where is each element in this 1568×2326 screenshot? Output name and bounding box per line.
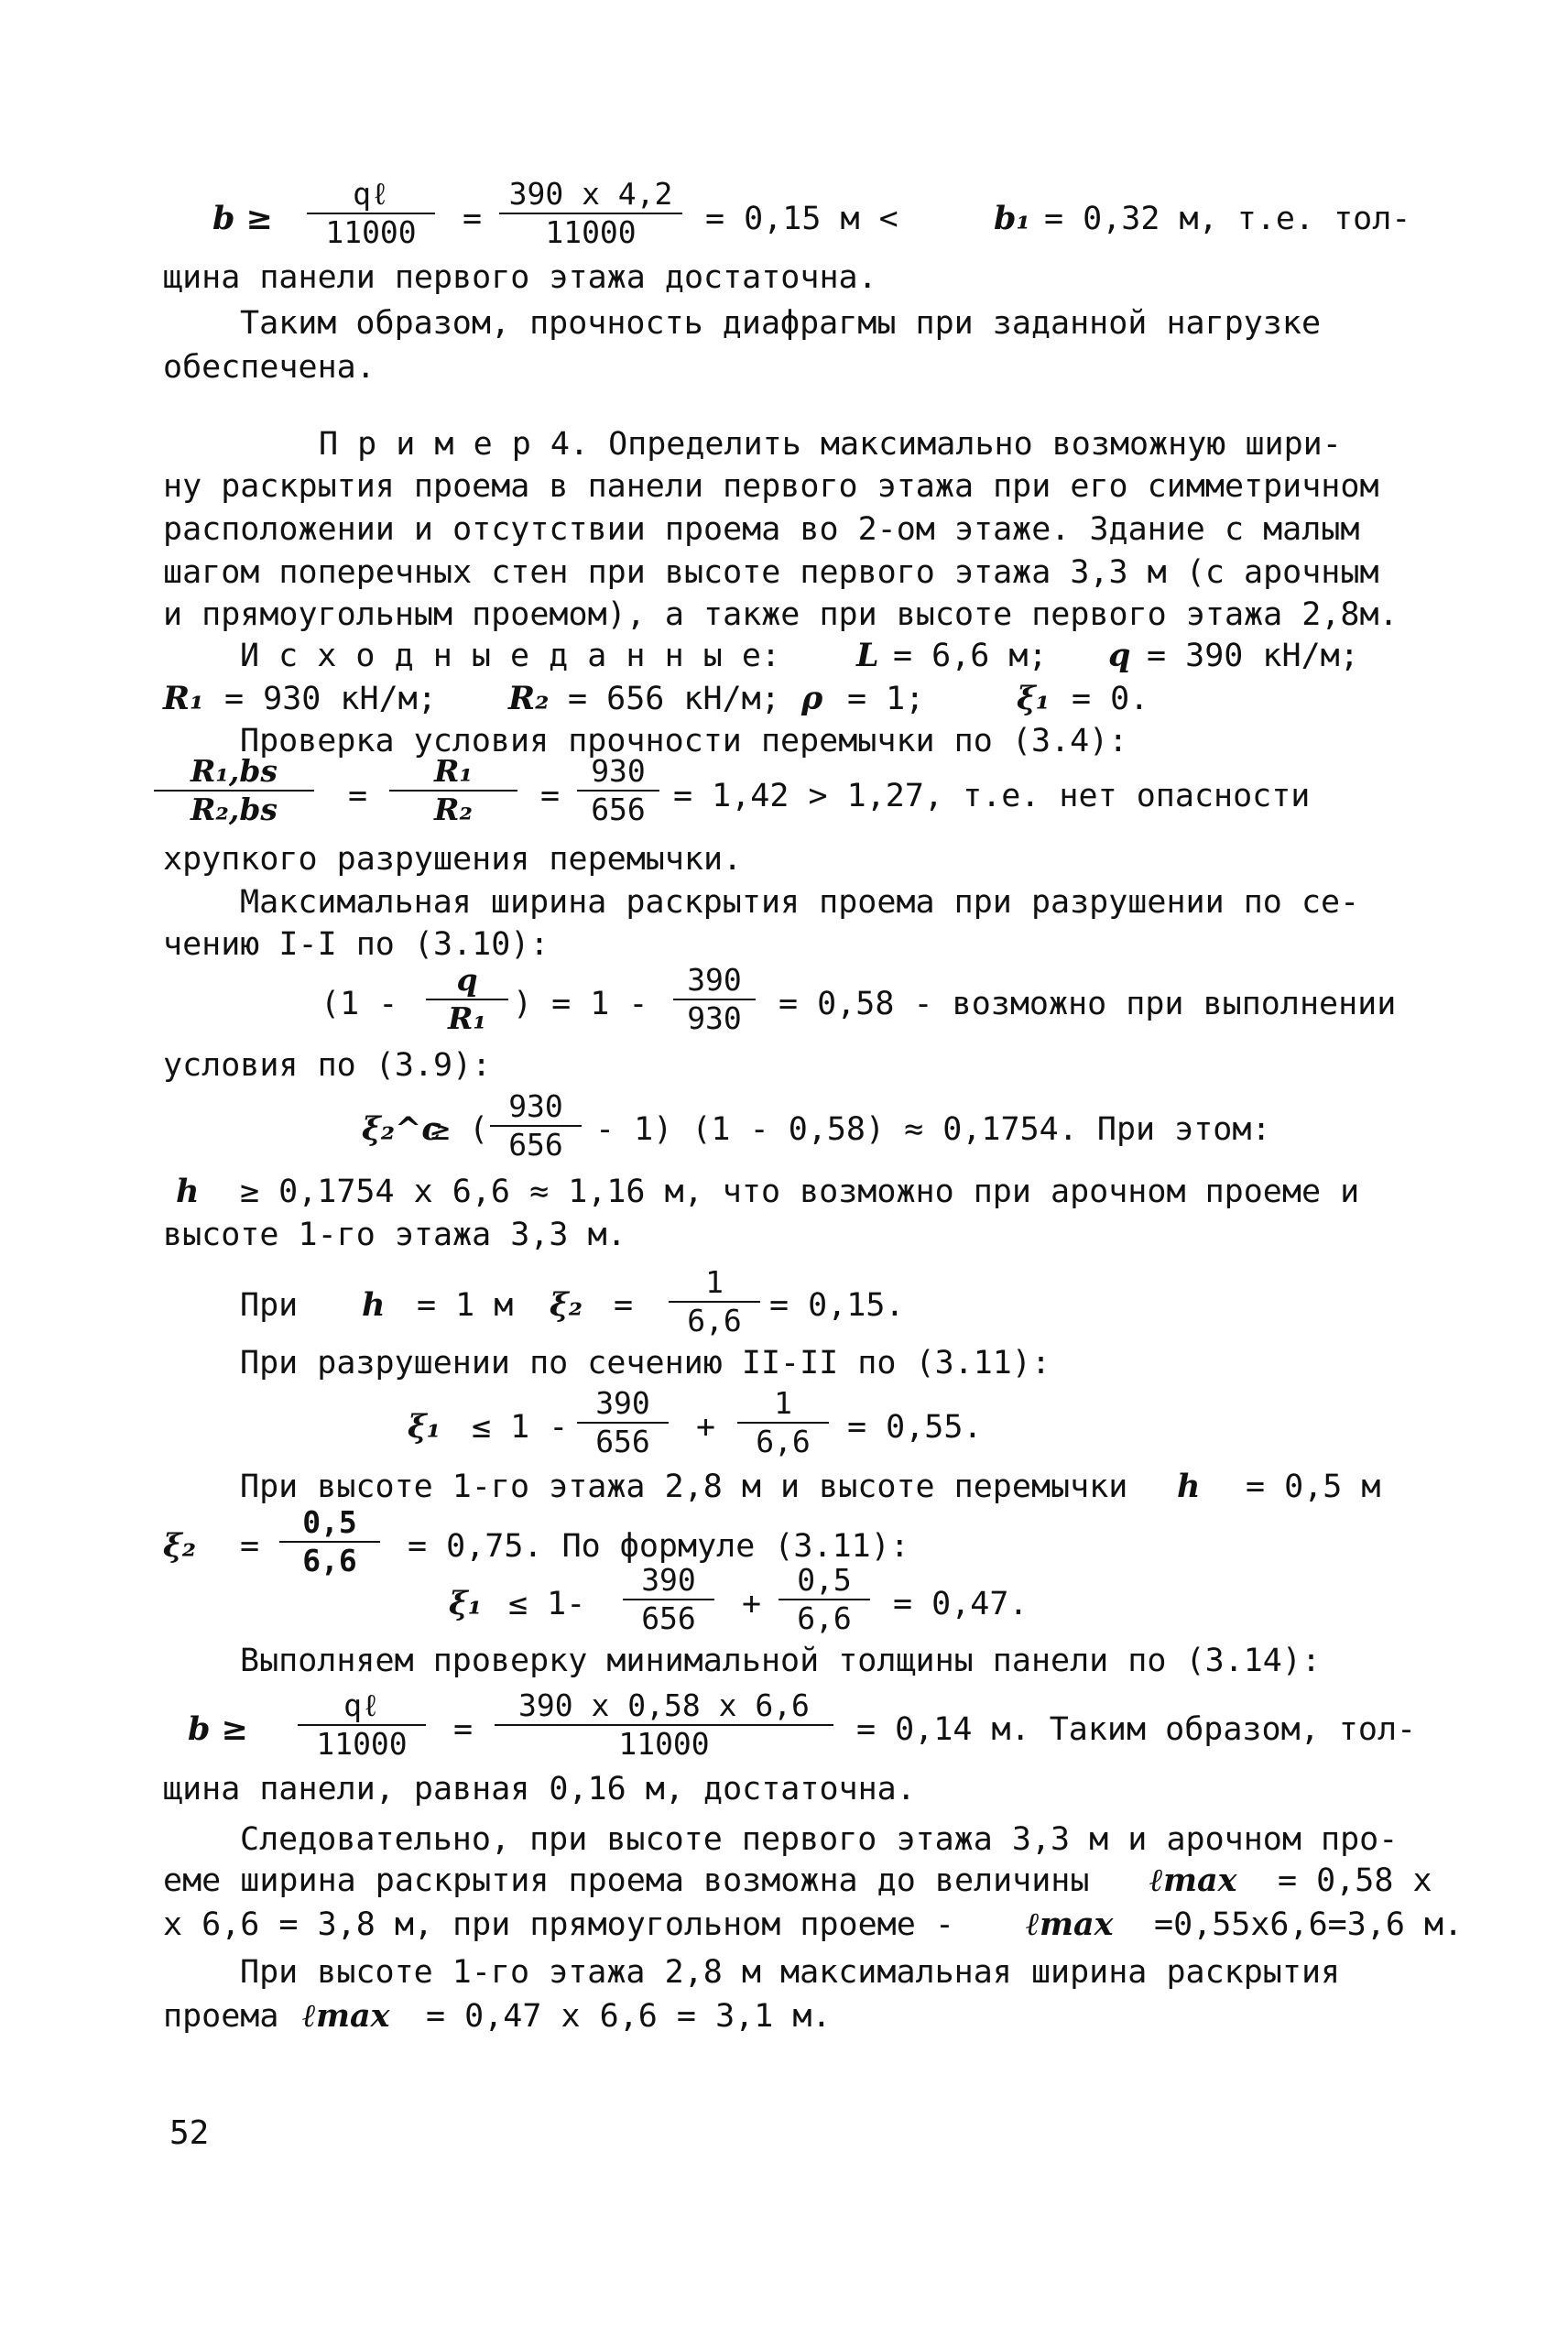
symbol: ℓmax xyxy=(1026,1906,1114,1943)
text-line: =0,55х6,6=3,6 м. xyxy=(1154,1906,1464,1943)
text-line: = 0,47 х 6,6 = 3,1 м. xyxy=(426,1998,832,2035)
symbol: ξ₁ xyxy=(408,1408,441,1446)
text-line: При высоте 1-го этажа 2,8 м максимальная ширина раскрытия xyxy=(240,1954,1341,1991)
text-line: ну раскрытия проема в панели первого этажа при его симметричном xyxy=(163,468,1379,505)
symbol: h xyxy=(176,1173,200,1210)
fraction: $\frac{390}{656}$ xyxy=(577,1385,669,1460)
fraction: qℓ 11000 xyxy=(298,1687,426,1763)
text-line: = 6,6 м; xyxy=(893,638,1048,674)
symbol: ξ₁ xyxy=(449,1585,483,1622)
symbol: ℓmax xyxy=(1149,1862,1237,1899)
fraction: $\frac{1}{6,6}$ xyxy=(737,1385,829,1460)
fraction: qℓ 11000 xyxy=(307,176,435,251)
text-line: Таким образом, прочность диафрагмы при заданной нагрузке xyxy=(240,305,1322,342)
text-line: ≥ 0,1754 х 6,6 ≈ 1,16 м, что возможно при арочном проеме и xyxy=(240,1174,1360,1210)
symbol: h xyxy=(1177,1468,1201,1505)
text-line: = 0,15 м < xyxy=(705,201,898,237)
fraction: $\frac{\text{R₁,bs}}{\text{R₂,bs}}$ xyxy=(154,753,314,828)
symbol: R₁ xyxy=(163,680,204,717)
text-line: = 0,58 - возможно при выполнении xyxy=(779,986,1397,1022)
text-line: обеспечена. xyxy=(163,349,376,386)
fraction: $\frac{0,5}{6,6}$ xyxy=(779,1562,870,1637)
text-line: (1 - xyxy=(321,986,398,1022)
text-line: = 656 кН/м; xyxy=(568,681,780,717)
fraction: 390 х 4,2 11000 xyxy=(499,176,682,251)
text-line: = 0,55. xyxy=(847,1409,983,1446)
text-line: условия по (3.9): xyxy=(163,1047,492,1084)
text-line: + xyxy=(696,1409,716,1446)
text-line: Следовательно, при высоте первого этажа 3,3 м и арочном про- xyxy=(240,1821,1399,1858)
text-line: Проверка условия прочности перемычки по (3.4): xyxy=(240,723,1128,759)
text-line: расположении и отсутствии проема во 2-ом этаже. Здание с малым xyxy=(163,511,1360,548)
text-line: = 0,32 м, т.е. тол- xyxy=(1044,201,1411,237)
text-line: П р и м е р 4. Определить максимально возможную шири- xyxy=(319,426,1342,463)
symbol: ξ₂^c xyxy=(362,1110,441,1148)
text-line: = 0,75. По формуле (3.11): xyxy=(408,1528,909,1565)
fraction: $\frac{0,5}{6,6}$ xyxy=(279,1504,380,1579)
text-line: ) = 1 - xyxy=(513,986,648,1022)
text-line: ≤ 1- xyxy=(508,1586,586,1622)
symbol: R₂ xyxy=(508,680,550,717)
text-line: еме ширина раскрытия проема возможна до величины xyxy=(163,1862,1090,1899)
page-number: 52 xyxy=(169,2114,210,2152)
symbol: ξ₂ xyxy=(550,1286,583,1324)
text-line: щина панели первого этажа достаточна. xyxy=(163,259,877,296)
fraction: 390 х 0,58 х 6,6 11000 xyxy=(495,1687,833,1763)
text-line: чению I-I по (3.10): xyxy=(163,926,550,963)
text-line: = 0,58 х xyxy=(1278,1862,1432,1899)
text-line: щина панели, равная 0,16 м, достаточна. xyxy=(163,1771,916,1807)
text-line: ≥ ( xyxy=(430,1111,489,1148)
text-line: При xyxy=(240,1287,299,1324)
text-line: = 0,15. xyxy=(769,1287,905,1324)
text-line: = 1; xyxy=(847,681,925,717)
text-line: = 930 кН/м; xyxy=(224,681,437,717)
symbol: b ≥ xyxy=(188,1710,248,1748)
text-line: = 0,14 м. Таким образом, тол- xyxy=(856,1711,1417,1748)
text-line: шагом поперечных стен при высоте первого этажа 3,3 м (с арочным xyxy=(163,554,1379,591)
fraction: $\frac{\text{R₁}}{\text{R₂}}$ xyxy=(389,753,517,828)
text-line: и прямоугольным проемом), а также при высоте первого этажа 2,8м. xyxy=(163,596,1399,633)
text-line: = 0,5 м xyxy=(1246,1469,1381,1505)
symbol: ρ xyxy=(801,680,823,717)
text-line: При высоте 1-го этажа 2,8 м и высоте перемычки xyxy=(240,1469,1128,1505)
fraction: $\frac{1}{6,6}$ xyxy=(669,1264,760,1339)
fraction: $\frac{930}{656}$ xyxy=(490,1088,582,1163)
symbol: L xyxy=(856,637,879,674)
text-line: проема xyxy=(163,1998,279,2035)
text-line: + xyxy=(742,1586,762,1622)
text-line: хрупкого разрушения перемычки. xyxy=(163,841,743,878)
symbol: b ≥ xyxy=(212,200,273,237)
fraction: $\frac{930}{656}$ xyxy=(577,753,659,828)
text-line: Выполняем проверку минимальной толщины панели по (3.14): xyxy=(240,1643,1322,1679)
fraction: $\frac{390}{930}$ xyxy=(673,962,756,1037)
text-line: При разрушении по сечению II-II по (3.11): xyxy=(240,1345,1051,1381)
text-line: = 0. xyxy=(1072,681,1149,717)
fraction: $\frac{390}{656}$ xyxy=(623,1562,714,1637)
symbol: ℓmax xyxy=(302,1997,390,2035)
symbol: ξ₁ xyxy=(1017,680,1051,717)
symbol: q xyxy=(1108,637,1131,674)
text-line: = 390 кН/м; xyxy=(1147,638,1359,674)
text-line: х 6,6 = 3,8 м, при прямоугольном проеме - xyxy=(163,1906,954,1943)
symbol: b₁ xyxy=(994,200,1030,237)
text-line: И с х о д н ы е д а н н ы е: xyxy=(240,638,781,674)
text-line: - 1) (1 - 0,58) ≈ 0,1754. При этом: xyxy=(595,1111,1271,1148)
text-line: = 1 м xyxy=(417,1287,514,1324)
symbol: h xyxy=(362,1286,386,1324)
text-line: Максимальная ширина раскрытия проема при разрушении по се- xyxy=(240,884,1360,921)
text-line: ≤ 1 - xyxy=(472,1409,569,1446)
fraction: $\frac{q}{\text{R₁}}$ xyxy=(426,962,508,1037)
text-line: = 0,47. xyxy=(893,1586,1029,1622)
symbol: ξ₂ xyxy=(163,1527,197,1565)
text-line: высоте 1-го этажа 3,3 м. xyxy=(163,1217,626,1253)
text-line: = 1,42 > 1,27, т.е. нет опасности xyxy=(673,778,1311,814)
